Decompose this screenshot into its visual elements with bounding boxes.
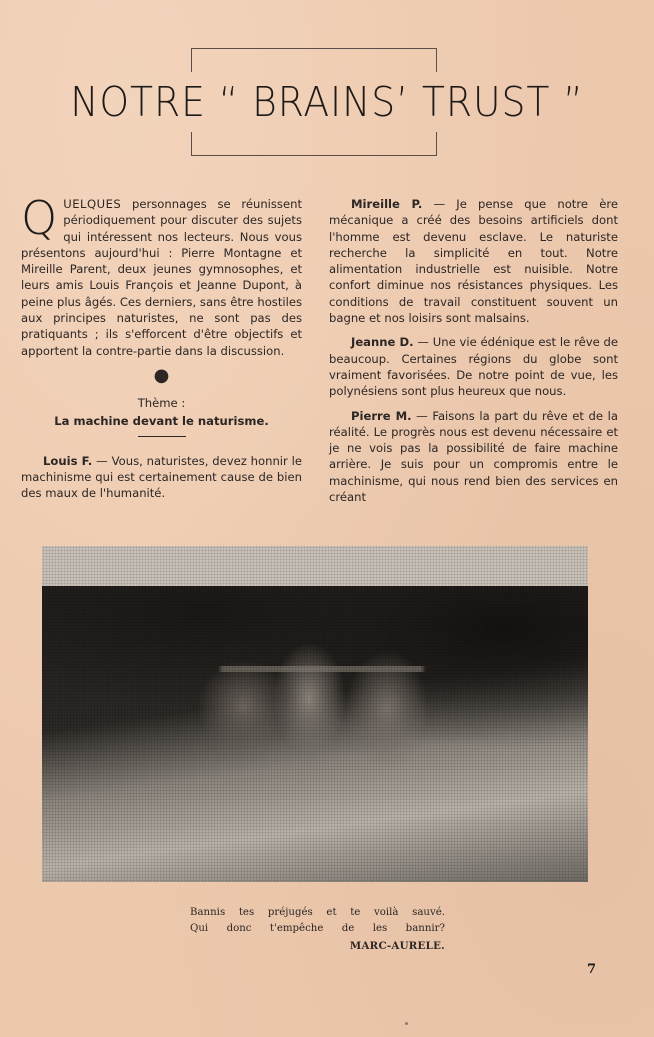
halftone-photo — [42, 546, 588, 882]
dialogue-dash: — — [411, 408, 433, 423]
theme-title: La machine devant le naturisme. — [54, 414, 269, 429]
bullet-separator-icon: ● — [153, 364, 170, 386]
frame-bottom-rule — [191, 155, 437, 156]
intro-paragraph — [21, 191, 302, 359]
dialogue-paragraph — [329, 408, 618, 506]
speaker-name: Pierre M. — [351, 408, 412, 423]
quote-line: Qui donc t'empêche de les bannir? — [190, 923, 445, 934]
dialogue-dash: — — [413, 335, 433, 350]
quote-author: MARC-AURELE. — [349, 940, 445, 952]
frame-tick — [191, 132, 192, 156]
dialogue-dash: — — [422, 197, 457, 211]
photo-figures — [192, 641, 452, 806]
intro-text: personnages se réunissent périodiquement pour discuter des sujets qui intéressent nos lecteurs. Nous vous présentons aujourd'hui : Pierre Montagne et Mireille Parent, deux jeunes gymnosophes, et leurs amis Louis François et Jeanne Dupont, à peine plus âgés. Ces derniers, sans être hostiles aux principes naturistes, ne sont pas des pratiquants ; ils s'efforcent d'être objectifs et apportent la contre-partie dans la discussion. — [21, 197, 302, 358]
dialogue-text: Une vie édénique est le rêve de beaucoup. Certaines régions du globe sont vraiment favorisées. De notre point de vue, les polynésiens sont plus heureux que nous. — [329, 335, 618, 399]
paper-speck — [405, 1022, 408, 1025]
quote-caption — [190, 905, 445, 954]
dialogue-paragraph — [329, 334, 618, 399]
right-column — [329, 196, 618, 513]
dialogue-text: Je pense que notre ère mécanique a créé des besoins artificiels dont l'homme est devenu esclave. Le naturiste recherche la simplicité en tout. Notre alimentation industrielle est nuisible. Notre confort diminue nos résistances physiques. Les conditions de travail constituent souvent un bagne et nos loisirs sont malsains. — [329, 197, 618, 326]
theme-label: Thème : — [137, 395, 186, 410]
dialogue-text: Vous, naturistes, devez honnir le machinisme qui est certainement cause de bien des maux de l'humanité. — [21, 453, 302, 501]
dialogue-paragraph — [329, 196, 618, 326]
frame-tick — [436, 48, 437, 72]
intro-lead: UELQUES — [63, 197, 122, 211]
speaker-name: Mireille P. — [351, 197, 423, 211]
dialogue-text: Faisons la part du rêve et de la réalité. Le progrès nous est devenu nécessaire et je ne vois pas la possibilité de faire machine arrière. Je suis pour un compromis entre le machinisme, qui nous rend bien des services en créant — [329, 408, 618, 505]
page-number: 7 — [587, 962, 597, 977]
frame-tick — [191, 48, 192, 72]
speaker-name: Louis F. — [43, 453, 93, 468]
quote-line: Bannis tes préjugés et te voilà sauvé. — [190, 907, 445, 918]
left-column — [21, 191, 302, 509]
frame-tick — [436, 132, 437, 156]
frame-top-rule — [191, 48, 437, 49]
dialogue-dash: — — [92, 453, 112, 468]
dialogue-paragraph — [21, 453, 302, 502]
page-title: NOTRE “ BRAINS’ TRUST ” — [70, 78, 584, 126]
speaker-name: Jeanne D. — [351, 335, 414, 350]
theme-divider — [138, 436, 186, 437]
drop-cap: Q — [21, 191, 58, 245]
